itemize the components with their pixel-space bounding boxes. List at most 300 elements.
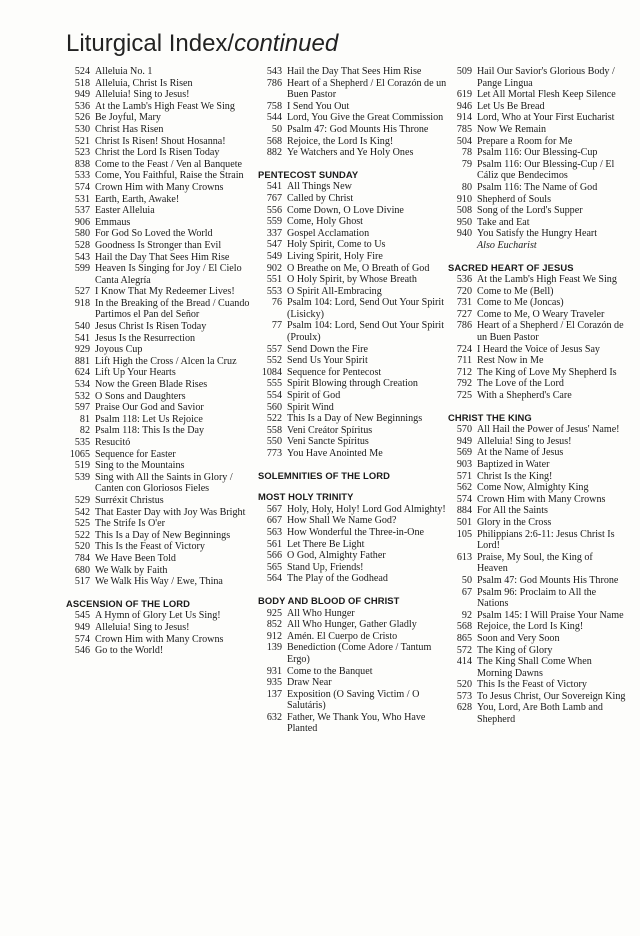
hymn-number: 542 (74, 506, 90, 518)
hymn-number: 522 (266, 413, 282, 425)
index-entry (66, 460, 256, 472)
hymn-number: 546 (74, 645, 90, 657)
hymn-title: Send Down the Fire (287, 343, 369, 355)
index-entry (66, 356, 256, 368)
index-entry (448, 575, 626, 587)
hymn-title: Joyous Cup (95, 344, 143, 356)
index-entry (448, 228, 626, 240)
hymn-number: 337 (266, 227, 282, 239)
index-entry (258, 66, 448, 78)
hymn-number: 543 (74, 251, 90, 263)
index-entry (66, 437, 256, 449)
hymn-number: 567 (266, 503, 282, 515)
hymn-number: 758 (266, 100, 282, 112)
hymn-title: Psalm 118: This Is the Day (95, 425, 205, 437)
hymn-title: A Hymn of Glory Let Us Sing! (95, 610, 221, 622)
hymn-number: 949 (456, 435, 472, 447)
hymn-title: Song of the Lord's Supper (477, 205, 583, 217)
hymn-title: Alleluia, Christ Is Risen (95, 77, 193, 89)
section-heading: SACRED HEART OF JESUS (448, 261, 574, 273)
index-entry (448, 147, 626, 159)
hymn-number: 940 (456, 228, 472, 240)
hymn-title: Jesus Is the Resurrection (95, 332, 196, 344)
page-title (66, 30, 338, 58)
hymn-title: Christ Is the King! (477, 470, 553, 482)
index-entry (258, 286, 448, 298)
index-entry (66, 124, 256, 136)
index-entry (448, 136, 626, 148)
hymn-title: Alleluia No. 1 (95, 66, 153, 77)
hymn-number: 597 (74, 402, 90, 414)
index-entry (66, 425, 256, 437)
index-entry (66, 507, 256, 519)
hymn-title: Benediction (Come Adore / Tantum Ergo) (287, 642, 432, 665)
index-entry (258, 216, 448, 228)
hymn-title: All Who Hunger (287, 607, 355, 619)
hymn-number: 560 (266, 401, 282, 413)
index-entry (448, 89, 626, 101)
hymn-title: Gospel Acclamation (287, 227, 370, 239)
index-column-1 (66, 66, 256, 657)
hymn-number: 550 (266, 436, 282, 448)
hymn-title: Holy, Holy, Holy! Lord God Almighty! (287, 503, 446, 515)
index-entry (66, 217, 256, 229)
hymn-number: 529 (74, 494, 90, 506)
hymn-title: Psalm 47: God Mounts His Throne (287, 123, 429, 135)
hymn-title: Sing with All the Saints in Glory / Canten con Gloriosos Fieles (95, 471, 233, 495)
index-entry (66, 622, 256, 634)
hymn-number: 565 (266, 561, 282, 573)
index-entry (258, 274, 448, 286)
index-entry (448, 355, 626, 367)
hymn-title: This Is a Day of New Beginnings (95, 529, 231, 541)
index-entry (258, 550, 448, 562)
hymn-number: 543 (266, 66, 282, 77)
hymn-title: Prepare a Room for Me (477, 135, 573, 147)
index-entry (66, 66, 256, 78)
hymn-title: Surréxit Christus (95, 494, 164, 506)
title-main: Liturgical Index/ (66, 30, 235, 57)
hymn-title: Psalm 116: Our Blessing-Cup / El Cáliz que Bendecimos (477, 158, 615, 182)
hymn-number: 526 (74, 112, 90, 124)
index-entry (66, 414, 256, 426)
hymn-title: For All the Saints (477, 505, 548, 517)
hymn-title: Alleluia! Sing to Jesus! (95, 621, 190, 633)
index-entry (66, 379, 256, 391)
index-entry (258, 573, 448, 585)
hymn-number: 949 (74, 621, 90, 633)
index-entry (66, 298, 256, 321)
hymn-title: Be Joyful, Mary (95, 112, 161, 124)
index-entry (448, 378, 626, 390)
section-heading: PENTECOST SUNDAY (258, 168, 359, 180)
index-entry (448, 205, 626, 217)
index-entry (448, 621, 626, 633)
hymn-title: All Hail the Power of Jesus' Name! (477, 424, 620, 436)
hymn-number: 902 (266, 262, 282, 274)
hymn-number: 906 (74, 216, 90, 228)
hymn-title: Psalm 118: Let Us Rejoice (95, 413, 203, 425)
hymn-number: 105 (456, 528, 472, 540)
index-entry (448, 482, 626, 494)
index-entry (448, 517, 626, 529)
index-entry (258, 378, 448, 390)
hymn-number: 568 (456, 621, 472, 633)
index-entry (66, 252, 256, 264)
index-entry (258, 390, 448, 402)
index-entry (258, 515, 448, 527)
index-entry (448, 182, 626, 194)
hymn-number: 531 (74, 193, 90, 205)
index-entry (66, 240, 256, 252)
hymn-title: Hail the Day That Sees Him Rise (287, 66, 422, 77)
hymn-number: 527 (74, 286, 90, 298)
hymn-title: Praise Our God and Savior (95, 402, 204, 414)
hymn-title: Stand Up, Friends! (287, 561, 364, 573)
index-entry (258, 367, 448, 379)
hymn-number: 536 (456, 274, 472, 286)
index-entry (66, 541, 256, 553)
index-entry (448, 656, 626, 679)
hymn-title: All Who Hunger, Gather Gladly (287, 619, 417, 631)
index-entry (258, 504, 448, 516)
index-entry (258, 181, 448, 193)
hymn-title: Hail the Day That Sees Him Rise (95, 251, 230, 263)
hymn-number: 67 (461, 586, 472, 598)
hymn-number: 574 (74, 633, 90, 645)
hymn-title: Spirit of God (287, 390, 341, 402)
hymn-title: Psalm 116: The Name of God (477, 181, 598, 193)
hymn-title: Father, We Thank You, Who Have Planted (287, 711, 426, 735)
hymn-number: 903 (456, 459, 472, 470)
index-entry (66, 402, 256, 414)
hymn-number: 559 (266, 216, 282, 228)
hymn-number: 78 (461, 147, 472, 159)
hymn-title: Let All Mortal Flesh Keep Silence (477, 89, 616, 101)
hymn-number: 528 (74, 239, 90, 251)
index-entry (258, 642, 448, 665)
hymn-title: Psalm 116: Our Blessing-Cup (477, 147, 598, 159)
hymn-number: 949 (74, 89, 90, 101)
index-entry (258, 124, 448, 136)
hymn-title: Veni Sancte Spíritus (287, 436, 369, 448)
index-entry (448, 367, 626, 379)
hymn-title: The King Shall Come When Morning Dawns (477, 656, 592, 679)
hymn-title: Glory in the Cross (477, 516, 552, 528)
index-entry (258, 297, 448, 320)
hymn-title: The King of Glory (477, 644, 553, 656)
hymn-title: This Is the Feast of Victory (95, 541, 205, 553)
hymn-title: Alleluia! Sing to Jesus! (95, 89, 190, 101)
index-entry (258, 136, 448, 148)
hymn-number: 523 (74, 147, 90, 159)
hymn-title: O Breathe on Me, O Breath of God (287, 262, 430, 274)
hymn-number: 137 (266, 688, 282, 700)
hymn-number: 50 (271, 123, 282, 135)
hymn-title: Earth, Earth, Awake! (95, 193, 180, 205)
hymn-title: In the Breaking of the Bread / Cuando Partimos el Pan del Señor (95, 297, 250, 321)
hymn-number: 574 (74, 181, 90, 193)
hymn-title: Praise, My Soul, the King of Heaven (477, 551, 593, 575)
hymn-number: 77 (271, 320, 282, 332)
index-entry (448, 691, 626, 703)
hymn-number: 632 (266, 711, 282, 723)
index-entry (66, 449, 256, 461)
hymn-number: 80 (461, 181, 472, 193)
hymn-number: 882 (266, 147, 282, 159)
hymn-title: Rejoice, the Lord Is King! (287, 135, 394, 147)
index-entry (448, 309, 626, 321)
hymn-number: 724 (456, 343, 472, 355)
index-entry (258, 228, 448, 240)
hymn-title: Come to Me (Bell) (477, 285, 554, 297)
index-entry (448, 471, 626, 483)
title-continued: continued (234, 30, 339, 57)
index-entry (66, 344, 256, 356)
hymn-number: 539 (74, 471, 90, 483)
index-entry (448, 320, 626, 343)
hymn-number: 504 (456, 135, 472, 147)
hymn-title: The Love of the Lord (477, 378, 564, 390)
hymn-number: 935 (266, 677, 282, 689)
index-entry (258, 712, 448, 735)
hymn-title: You, Lord, Are Both Lamb and Shepherd (477, 702, 603, 726)
hymn-title: At the Name of Jesus (477, 447, 564, 459)
hymn-title: Let There Be Light (287, 538, 365, 550)
hymn-title: Goodness Is Stronger than Evil (95, 239, 222, 251)
hymn-title: Also Eucharist (477, 239, 537, 251)
hymn-number: 784 (74, 552, 90, 564)
hymn-number: 534 (74, 379, 90, 391)
hymn-number: 519 (74, 460, 90, 472)
hymn-title: Hail Our Savior's Glorious Body / Pange Lingua (477, 66, 615, 89)
hymn-number: 139 (266, 642, 282, 654)
hymn-number: 881 (74, 355, 90, 367)
index-entry (66, 634, 256, 646)
hymn-title: I Know That My Redeemer Lives! (95, 286, 235, 298)
index-entry (66, 112, 256, 124)
hymn-title: All Things New (287, 181, 352, 193)
hymn-title: Veni Creátor Spíritus (287, 424, 373, 436)
hymn-number: 613 (456, 551, 472, 563)
hymn-number: 574 (456, 493, 472, 505)
index-entry (66, 101, 256, 113)
index-entry (66, 518, 256, 530)
hymn-title: At the Lamb's High Feast We Sing (95, 100, 235, 112)
hymn-number: 711 (457, 355, 472, 367)
index-entry (66, 182, 256, 194)
hymn-number: 667 (266, 515, 282, 527)
hymn-title: O Sons and Daughters (95, 390, 186, 402)
hymn-number: 541 (266, 181, 282, 193)
hymn-title: Amén. El Cuerpo de Cristo (287, 630, 398, 642)
index-entry (66, 136, 256, 148)
index-entry (258, 239, 448, 251)
hymn-number: 545 (74, 610, 90, 622)
index-entry (258, 631, 448, 643)
hymn-title: We Walk His Way / Ewe, Thina (95, 576, 223, 588)
hymn-number: 712 (456, 366, 472, 378)
hymn-title: Baptized in Water (477, 459, 550, 470)
hymn-number: 599 (74, 263, 90, 275)
index-entry (66, 530, 256, 542)
hymn-number: 535 (74, 437, 90, 448)
index-entry (448, 494, 626, 506)
index-entry (258, 666, 448, 678)
index-entry (258, 78, 448, 101)
index-entry (66, 228, 256, 240)
hymn-number: 537 (74, 205, 90, 217)
hymn-title: Lift Up Your Hearts (95, 367, 176, 379)
hymn-title: Send Us Your Spirit (287, 355, 368, 367)
hymn-number: 524 (74, 66, 90, 77)
index-entry (448, 552, 626, 575)
index-entry (448, 66, 626, 89)
index-entry (66, 645, 256, 657)
hymn-number: 1084 (261, 366, 282, 378)
hymn-title: Alleluia! Sing to Jesus! (477, 435, 572, 447)
index-entry (258, 619, 448, 631)
index-entry (448, 459, 626, 471)
index-entry (448, 436, 626, 448)
hymn-title: Heart of a Shepherd / El Corazón de un Buen Pastor (477, 320, 624, 344)
hymn-title: Emmaus (95, 216, 131, 228)
index-entry (448, 587, 626, 610)
hymn-number: 785 (456, 123, 472, 135)
index-entry (448, 610, 626, 622)
hymn-number: 536 (74, 100, 90, 112)
index-entry (448, 217, 626, 229)
hymn-title: For God So Loved the World (95, 228, 213, 240)
index-entry (258, 527, 448, 539)
hymn-title: Psalm 47: God Mounts His Throne (477, 574, 619, 586)
hymn-title: How Shall We Name God? (287, 515, 397, 527)
index-entry (258, 448, 448, 460)
hymn-title: Come to the Banquet (287, 665, 373, 677)
section-heading: ASCENSION OF THE LORD (66, 597, 190, 609)
hymn-title: Sing to the Mountains (95, 460, 185, 472)
hymn-number: 522 (74, 529, 90, 541)
index-entry (66, 321, 256, 333)
hymn-title: How Wonderful the Three-in-One (287, 526, 424, 538)
hymn-number: 767 (266, 192, 282, 204)
index-entry (66, 205, 256, 217)
hymn-title: To Jesus Christ, Our Sovereign King (477, 690, 626, 702)
hymn-title: Come Now, Almighty King (477, 482, 589, 494)
hymn-title: Crown Him with Many Crowns (95, 633, 224, 645)
hymn-number: 76 (271, 297, 282, 309)
index-entry (448, 529, 626, 552)
index-entry (448, 159, 626, 182)
hymn-number: 570 (456, 424, 472, 436)
hymn-number: 725 (456, 390, 472, 402)
hymn-title: Come to Me, O Weary Traveler (477, 308, 605, 320)
hymn-number: 525 (74, 518, 90, 530)
hymn-number: 540 (74, 321, 90, 333)
hymn-number: 569 (456, 447, 472, 459)
hymn-title: Come, You Faithful, Raise the Strain (95, 170, 244, 182)
hymn-title: Go to the World! (95, 645, 164, 657)
index-entry (258, 112, 448, 124)
hymn-number: 773 (266, 448, 282, 459)
index-entry (258, 205, 448, 217)
index-entry (66, 576, 256, 588)
hymn-number: 549 (266, 250, 282, 262)
index-entry (66, 194, 256, 206)
hymn-title: We Walk by Faith (95, 564, 168, 576)
index-entry (448, 505, 626, 517)
hymn-number: 950 (456, 216, 472, 228)
index-entry (258, 251, 448, 263)
hymn-number: 555 (266, 378, 282, 390)
hymn-title: Exposition (O Saving Victim / O Salutáris) (287, 688, 420, 712)
hymn-number: 558 (266, 424, 282, 436)
hymn-number: 517 (74, 576, 90, 588)
hymn-number: 680 (74, 564, 90, 576)
hymn-number: 786 (266, 77, 282, 89)
hymn-number: 81 (79, 413, 90, 425)
hymn-title: This Is a Day of New Beginnings (287, 413, 423, 425)
hymn-number: 521 (74, 135, 90, 147)
index-entry (66, 147, 256, 159)
hymn-title: Living Spirit, Holy Fire (287, 250, 383, 262)
hymn-title: O Holy Spirit, by Whose Breath (287, 274, 417, 286)
hymn-title: You Have Anointed Me (287, 448, 383, 459)
hymn-number: 561 (266, 538, 282, 550)
hymn-title: Soon and Very Soon (477, 632, 560, 644)
hymn-number: 92 (461, 609, 472, 621)
hymn-title: Now We Remain (477, 123, 547, 135)
section-heading: MOST HOLY TRINITY (258, 491, 354, 503)
hymn-title: Christ Has Risen (95, 123, 164, 135)
hymn-title: Spirit Wind (287, 401, 334, 413)
index-entry (66, 89, 256, 101)
section-heading: BODY AND BLOOD OF CHRIST (258, 594, 400, 606)
index-entry (258, 147, 448, 159)
hymn-number (448, 240, 477, 252)
hymn-title: The Play of the Godhead (287, 573, 388, 585)
index-entry (258, 539, 448, 551)
hymn-title: Come Down, O Love Divine (287, 204, 404, 216)
index-entry (448, 101, 626, 113)
hymn-title: Rejoice, the Lord Is King! (477, 621, 584, 633)
hymn-number: 556 (266, 204, 282, 216)
index-entry (66, 495, 256, 507)
index-entry (66, 472, 256, 495)
index-entry (66, 78, 256, 90)
hymn-title: Lord, You Give the Great Commission (287, 112, 444, 124)
index-entry (258, 193, 448, 205)
index-entry (448, 344, 626, 356)
index-entry (258, 677, 448, 689)
hymn-number: 564 (266, 573, 282, 585)
hymn-number: 912 (266, 630, 282, 642)
hymn-number: 508 (456, 205, 472, 217)
index-entry (258, 355, 448, 367)
hymn-number: 530 (74, 123, 90, 135)
hymn-number: 731 (456, 297, 472, 309)
hymn-number: 910 (456, 193, 472, 205)
hymn-number: 544 (266, 112, 282, 124)
hymn-number: 557 (266, 343, 282, 355)
hymn-number: 552 (266, 355, 282, 367)
hymn-title: Come to Me (Joncas) (477, 297, 564, 309)
index-entry (66, 170, 256, 182)
index-entry (448, 447, 626, 459)
hymn-number: 925 (266, 607, 282, 619)
hymn-number: 884 (456, 505, 472, 517)
index-entry (66, 286, 256, 298)
